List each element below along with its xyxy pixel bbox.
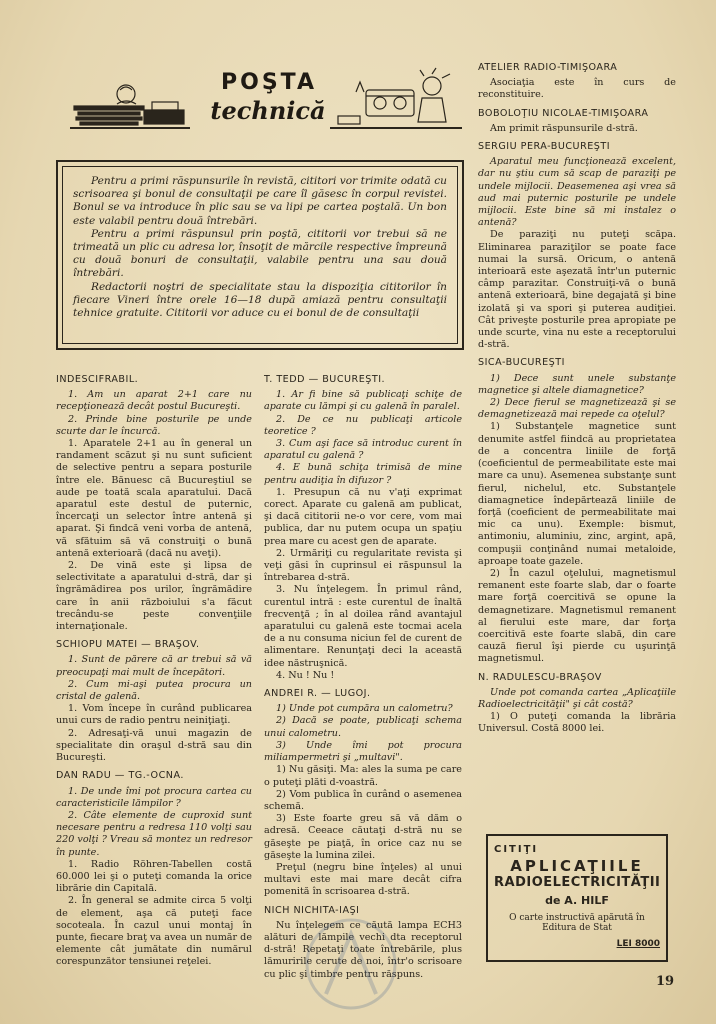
ad-book-title: RADIOELECTRICITĂŢII xyxy=(494,875,661,890)
answer: 2) În cazul oţelului, magnetismul remanent este foarte slab, dar o foarte mare forţă coercitivă se opune la demagnetizare. Magnetismul remanent al fierului este mare, dar forţa coercitivă este foarte slabă, din care cauză fierul îşi pierde cu uşurinţă magnetismul. xyxy=(478,567,676,665)
answer: 1) Nu găsiţi. Ma: ales la suma pe care o puteţi plăti d-voastră. xyxy=(264,764,462,788)
answer: Preţul (negru bine înţeles) al unui multavi este mai mare decât cifra pomenită în scrisoarea d-stră. xyxy=(264,861,462,898)
letter-heading: SERGIU PERA-BUCUREŞTI xyxy=(478,141,611,153)
intro-text xyxy=(62,166,458,344)
ad-author: de A. HILF xyxy=(545,894,609,907)
letter-heading: DAN RADU — TG.-OCNA. xyxy=(56,770,184,782)
ad-book-title: APLICAŢIILE xyxy=(510,857,644,875)
question: 1. Sunt de părere că ar trebui să vă preocupaţi mai mult de începători. xyxy=(56,654,252,678)
question: 2) Dece fierul se magnetizează şi se demagnetizează mai repede ca oţelul? xyxy=(478,397,676,421)
letter-heading: ANDREI R. — LUGOJ. xyxy=(264,688,371,700)
ad-line: O carte instructivă apărută în xyxy=(509,913,645,923)
answer: 1) O puteţi comanda la librăria Universul. Costă 8000 lei. xyxy=(478,711,676,735)
ad-price: LEI 8000 xyxy=(616,939,660,949)
intro-paragraph: Redactorii noştri de specialitate stau la dispoziţia cititorilor în fiecare Vineri între orele 16—18 după amiază pentru consultaţii tehnice gratuite. Cititorii vor aduce cu ei bonul de de consultaţii xyxy=(73,280,447,320)
letter-heading: SICA-BUCUREŞTI xyxy=(478,357,565,369)
answer: De paraziţi nu puteţi scăpa. Eliminarea paraziţilor se poate face numai la sursă. Oricum, o antenă interioară este aşezată într'un puternic câmp parazitar. Construiţi-vă o bună antenă exterioară, bine degajată şi bine izolată şi va spori şi puterea audiţiei. Cât priveşte posturile prea apropiate pe unde scurte, vina nu este a receptorului d-stră. xyxy=(478,229,676,351)
library-stamp-icon xyxy=(296,914,406,1014)
answer: 2. Adresaţi-vă unui magazin de specialitate din oraşul d-stră sau din Bucureşti. xyxy=(56,727,252,764)
question: 2. De ce nu publicaţi articole teoretice ? xyxy=(264,413,462,437)
question: Aparatul meu funcţionează excelent, dar nu ştiu cum să scap de paraziţi pe undele mijlocii. Deasemenea aşi vrea să aud mai puternic posturile pe undele mijlocii. Este bine să mi instalez o antenă? xyxy=(478,156,676,229)
intro-box xyxy=(56,160,464,350)
question: 1. Ar fi bine să publicaţi schiţe de aparate cu lămpi şi cu galenă în paralel. xyxy=(264,389,462,413)
column-middle xyxy=(264,368,462,981)
ad-line: CITIŢI xyxy=(494,844,539,855)
letter-heading: BOBOLOŢIU NICOLAE-TIMIŞOARA xyxy=(478,107,649,119)
letter-heading: N. RADULESCU-BRAŞOV xyxy=(478,671,602,683)
answer: 1. Aparatele 2+1 au în general un randament scăzut şi nu sunt suficient de selective pentru a separa posturile între ele. Bănuesc că Bucureştiul se aude pe toată scala aparatului. Dacă aparatul este destul de puternic, încercaţi un selector între antenă şi aparat. Şi findcă veni vorba de antenă, vă sfătuim să vă construiţi o bună antenă exterioară (dacă nu aveţi). xyxy=(56,438,252,559)
question: 2. Prinde bine posturile pe unde scurte dar le încurcă. xyxy=(56,413,252,437)
answer: 1. Radio Röhren-Tabellen costă 60.000 lei şi o puteţi comanda la orice librărie din Capitală. xyxy=(56,858,252,895)
question: 2) Dacă se poate, publicaţi schema unui calometru. xyxy=(264,715,462,739)
column-right xyxy=(478,56,676,736)
page-number: 19 xyxy=(656,974,675,989)
letter-heading: ATELIER RADIO-TIMIŞOARA xyxy=(478,62,618,73)
question: 3) Unde îmi pot procura miliampermetri şi „multavi". xyxy=(264,739,462,764)
intro-paragraph: Pentru a primi răspunsul prin poştă, cititorii vor trebui să ne trimeată un plic cu adresa lor, însoţit de mărcile respective împreună cu două bonuri de consultaţii, valabile pentru una sau două întrebări. xyxy=(73,227,447,280)
question: 3. Cum aşi face să introduc curent în aparatul cu galenă ? xyxy=(264,438,462,462)
answer: 1) Substanţele magnetice sunt denumite astfel fiindcă au proprietatea de a concentra liniile de forţă (coeficientul de permeabilitate este mai mare ca unu). Asemenea substanţe sunt fierul, nichelul, etc. Substanţele diamagnetice îndepărtează liniile de forţă (coeficient de permeabilitate mai mic ca unu). Exemple: bismut, antimoniu, aluminiu, zinc, argint, apă, compuşii conţinând numai metaloide, aproape toate gazele. xyxy=(478,421,676,567)
question: 1) Unde pot cumpăra un calometru? xyxy=(276,703,453,715)
intro-paragraph: Pentru a primi răspunsurile în revistă, cititori vor trimite odată cu scrisoarea şi bonul de consultaţii pe care îl găsesc în corpul revistei. Bonul se va introduce în plic sau se va lipi pe cartea poştală. Un bon este valabil pentru două întrebări. xyxy=(73,175,447,227)
question: 1. Am un aparat 2+1 care nu recepţionează decât postul Bucureşti. xyxy=(56,389,252,413)
answer: 3. Nu înţelegem. În primul rând, curentul intră : este curentul de înaltă frecvenţă ; în al doilea rând avantajul aparatului cu galenă este tocmai acela de a nu consuma niciun fel de curent de alimentare. Renunţaţi deci la această idee năstruşnică. xyxy=(264,584,462,669)
letter-heading: INDESCIFRABIL. xyxy=(56,374,139,385)
question: 2. Câte elemente de cuproxid sunt necesare pentru a redresa 110 volţi sau 220 volţi ? Vreau să montez un redresor în punte. xyxy=(56,809,252,858)
answer: 2. De vină este şi lipsa de selectivitate a aparatului d-stră, dar şi îngrămădirea pos urilor, îngrămădire care în anii războiului s'a făcut trecându-se peste convenţiile internaţionale. xyxy=(56,560,252,633)
column-left xyxy=(56,368,252,969)
answer: Am primit răspunsurile d-stră. xyxy=(490,122,638,134)
answer: 1. Vom începe în curând publicarea unui curs de radio pentru neiniţiaţi. xyxy=(56,703,252,727)
answer: 1. Presupun că nu v'aţi exprimat corect. Aparate cu galenă am publicat, şi dacă cititorii ne-o vor cere, vom mai publica, dar nu putem ocupa un spaţiu prea mare cu acest gen de aparate. xyxy=(264,486,462,547)
letter-heading: T. TEDD — BUCUREŞTI. xyxy=(264,374,386,385)
question: Unde pot comanda cartea „Aplicaţiile Radioelectricităţii" şi cât costă? xyxy=(478,686,676,710)
answer: 2. În general se admite circa 5 volţi de element, aşa că puteţi face socoteala. În cazul unui montaj în punte, fiecare braţ va avea un număr de elemente cât jumătate din numărul corespunzător tensiunei reţelei. xyxy=(56,895,252,968)
answer: 2) Vom publica în curând o asemenea schemă. xyxy=(264,788,462,812)
question: 2. Cum mi-aşi putea procura un cristal de galenă. xyxy=(56,678,252,703)
question: 1) Dece sunt unele substanţe magnetice şi altele diamagnetice? xyxy=(478,372,676,396)
answer: 3) Este foarte greu să vă dăm o adresă. Ceeace căutaţi d-stră nu se găseşte pe piaţă, în orice caz nu se găseşte la lumina zilei. xyxy=(264,813,462,861)
ad-publisher: Editura de Stat xyxy=(542,923,612,933)
header-subtitle: technică xyxy=(210,96,326,125)
answer: 2. Urmăriţi cu regularitate revista şi veţi găsi în cuprinsul ei răspunsul la întrebarea d-stră. xyxy=(264,547,462,584)
answer: 4. Nu ! Nu ! xyxy=(276,669,335,681)
question: 4. E bună schiţa trimisă de mine pentru audiţia în difuzor ? xyxy=(264,462,462,486)
answer: Nu înţelegem ce căută lampa ECH3 alături de lămpile vechi dta receptorul d-stră! Repetaţi toate întrebările, plus lămuririle cerute de noi, într'o scrisoare cu plic şi timbre pentru răspuns. xyxy=(264,919,462,980)
book-advertisement xyxy=(486,834,668,962)
question: 1. De unde îmi pot procura cartea cu caracteristicile lămpilor ? xyxy=(56,785,252,809)
header-banner xyxy=(70,66,462,138)
letter-heading: SCHIOPU MATEI — BRAŞOV. xyxy=(56,639,200,651)
header-title: POŞTA xyxy=(221,70,317,95)
letter-heading: NICH NICHITA-IAŞI xyxy=(264,904,360,916)
answer: Asociaţia este în curs de reconstituire. xyxy=(478,77,676,101)
